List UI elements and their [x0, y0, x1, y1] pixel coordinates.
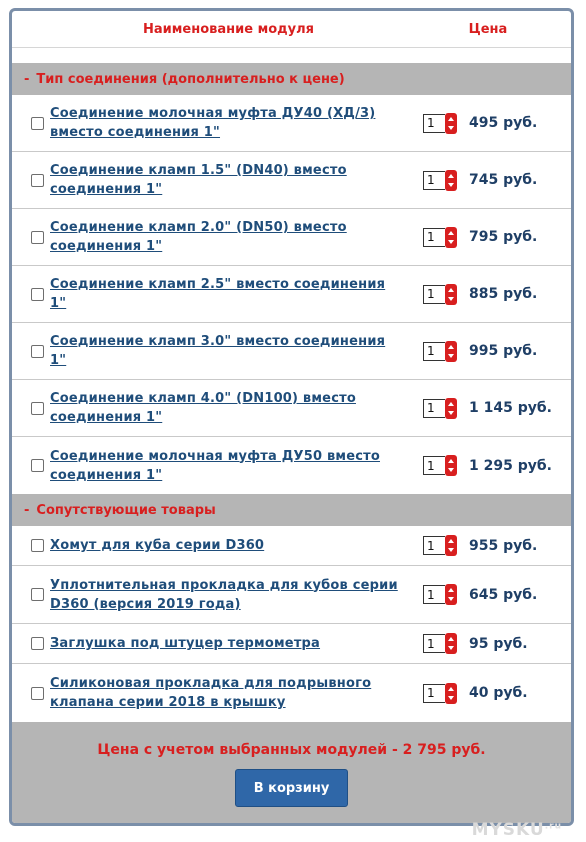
section-related-products[interactable]: [12, 494, 571, 526]
quantity-stepper[interactable]: [423, 584, 457, 605]
quantity-stepper[interactable]: [423, 398, 457, 419]
total-price: Цена с учетом выбранных модулей - 2 795 руб.: [97, 742, 486, 758]
table-row: [12, 266, 571, 323]
spinner-arrows-icon[interactable]: [445, 633, 457, 654]
item-link[interactable]: Соединение кламп 1.5" (DN40) вместо соединения 1": [50, 163, 347, 197]
quantity-stepper[interactable]: [423, 535, 457, 556]
row-checkbox[interactable]: [31, 231, 44, 244]
quantity-input[interactable]: 1: [423, 684, 445, 703]
spinner-arrows-icon[interactable]: [445, 584, 457, 605]
item-price: 745 руб.: [469, 172, 538, 188]
item-price: 795 руб.: [469, 229, 538, 245]
row-checkbox[interactable]: [31, 539, 44, 552]
row-checkbox[interactable]: [31, 117, 44, 130]
row-checkbox[interactable]: [31, 402, 44, 415]
item-price: 885 руб.: [469, 286, 538, 302]
table-row: [12, 323, 571, 380]
quantity-stepper[interactable]: [423, 633, 457, 654]
row-checkbox[interactable]: [31, 174, 44, 187]
quantity-input[interactable]: 1: [423, 536, 445, 555]
spinner-arrows-icon[interactable]: [445, 227, 457, 248]
item-price: 645 руб.: [469, 586, 538, 603]
module-table: [9, 8, 574, 826]
section-connection-type[interactable]: [12, 63, 571, 95]
item-link[interactable]: Заглушка под штуцер термометра: [50, 636, 321, 651]
quantity-input[interactable]: 1: [423, 285, 445, 304]
table-row: [12, 566, 571, 624]
header-price: Цена: [468, 21, 508, 37]
quantity-input[interactable]: 1: [423, 114, 445, 133]
section-title: Сопутствующие товары: [36, 502, 216, 518]
table-row: [12, 380, 571, 437]
item-link[interactable]: Соединение кламп 2.0" (DN50) вместо соединения 1": [50, 220, 347, 254]
quantity-stepper[interactable]: [423, 227, 457, 248]
spinner-arrows-icon[interactable]: [445, 535, 457, 556]
spinner-arrows-icon[interactable]: [445, 341, 457, 362]
table-row: [12, 624, 571, 664]
quantity-input[interactable]: 1: [423, 228, 445, 247]
spinner-arrows-icon[interactable]: [445, 683, 457, 704]
spinner-arrows-icon[interactable]: [445, 455, 457, 476]
item-price: 95 руб.: [469, 635, 528, 652]
row-checkbox[interactable]: [31, 288, 44, 301]
item-price: 1 295 руб.: [469, 457, 552, 474]
quantity-stepper[interactable]: [423, 284, 457, 305]
collapse-dash-icon[interactable]: -: [24, 502, 30, 518]
table-row: [12, 95, 571, 152]
item-price: 955 руб.: [469, 537, 538, 554]
quantity-stepper[interactable]: [423, 341, 457, 362]
spinner-arrows-icon[interactable]: [445, 398, 457, 419]
table-row: [12, 664, 571, 722]
quantity-input[interactable]: 1: [423, 456, 445, 475]
item-link[interactable]: Хомут для куба серии D360: [50, 538, 265, 553]
row-checkbox[interactable]: [31, 459, 44, 472]
quantity-stepper[interactable]: [423, 113, 457, 134]
watermark-text: MYSKU: [471, 820, 545, 840]
header-divider: [12, 47, 571, 63]
item-link[interactable]: Соединение кламп 2.5" вместо соединения 1": [50, 277, 386, 311]
row-checkbox[interactable]: [31, 345, 44, 358]
watermark-suffix: .ru: [544, 821, 562, 832]
quantity-input[interactable]: 1: [423, 634, 445, 653]
table-row: [12, 437, 571, 494]
spinner-arrows-icon[interactable]: [445, 170, 457, 191]
row-checkbox[interactable]: [31, 637, 44, 650]
item-link[interactable]: Соединение молочная муфта ДУ50 вместо соединения 1": [50, 448, 380, 483]
quantity-input[interactable]: 1: [423, 399, 445, 418]
item-price: 495 руб.: [469, 115, 538, 131]
quantity-stepper[interactable]: [423, 455, 457, 476]
item-price: 1 145 руб.: [469, 400, 552, 416]
quantity-stepper[interactable]: [423, 683, 457, 704]
table-row: [12, 526, 571, 566]
item-link[interactable]: Соединение кламп 3.0" вместо соединения 1": [50, 334, 386, 368]
order-footer: [12, 722, 571, 823]
row-checkbox[interactable]: [31, 687, 44, 700]
table-header: [12, 11, 571, 47]
section-title: Тип соединения (дополнительно к цене): [36, 71, 345, 87]
item-link[interactable]: Соединение молочная муфта ДУ40 (ХД/3) вместо соединения 1": [50, 106, 376, 140]
row-checkbox[interactable]: [31, 588, 44, 601]
spinner-arrows-icon[interactable]: [445, 113, 457, 134]
quantity-input[interactable]: 1: [423, 171, 445, 190]
item-link[interactable]: Силиконовая прокладка для подрывного клапана серии 2018 в крышку: [50, 676, 372, 710]
item-link[interactable]: Уплотнительная прокладка для кубов серии D360 (версия 2019 года): [50, 577, 398, 612]
item-price: 995 руб.: [469, 343, 538, 359]
header-name: Наименование модуля: [143, 21, 314, 37]
add-to-cart-button[interactable]: В корзину: [235, 769, 348, 807]
spinner-arrows-icon[interactable]: [445, 284, 457, 305]
collapse-dash-icon[interactable]: -: [24, 71, 30, 87]
item-link[interactable]: Соединение кламп 4.0" (DN100) вместо соединения 1": [50, 391, 356, 425]
quantity-input[interactable]: 1: [423, 342, 445, 361]
quantity-stepper[interactable]: [423, 170, 457, 191]
watermark-logo: [472, 820, 562, 840]
quantity-input[interactable]: 1: [423, 585, 445, 604]
item-price: 40 руб.: [469, 685, 528, 701]
table-row: [12, 209, 571, 266]
table-row: [12, 152, 571, 209]
